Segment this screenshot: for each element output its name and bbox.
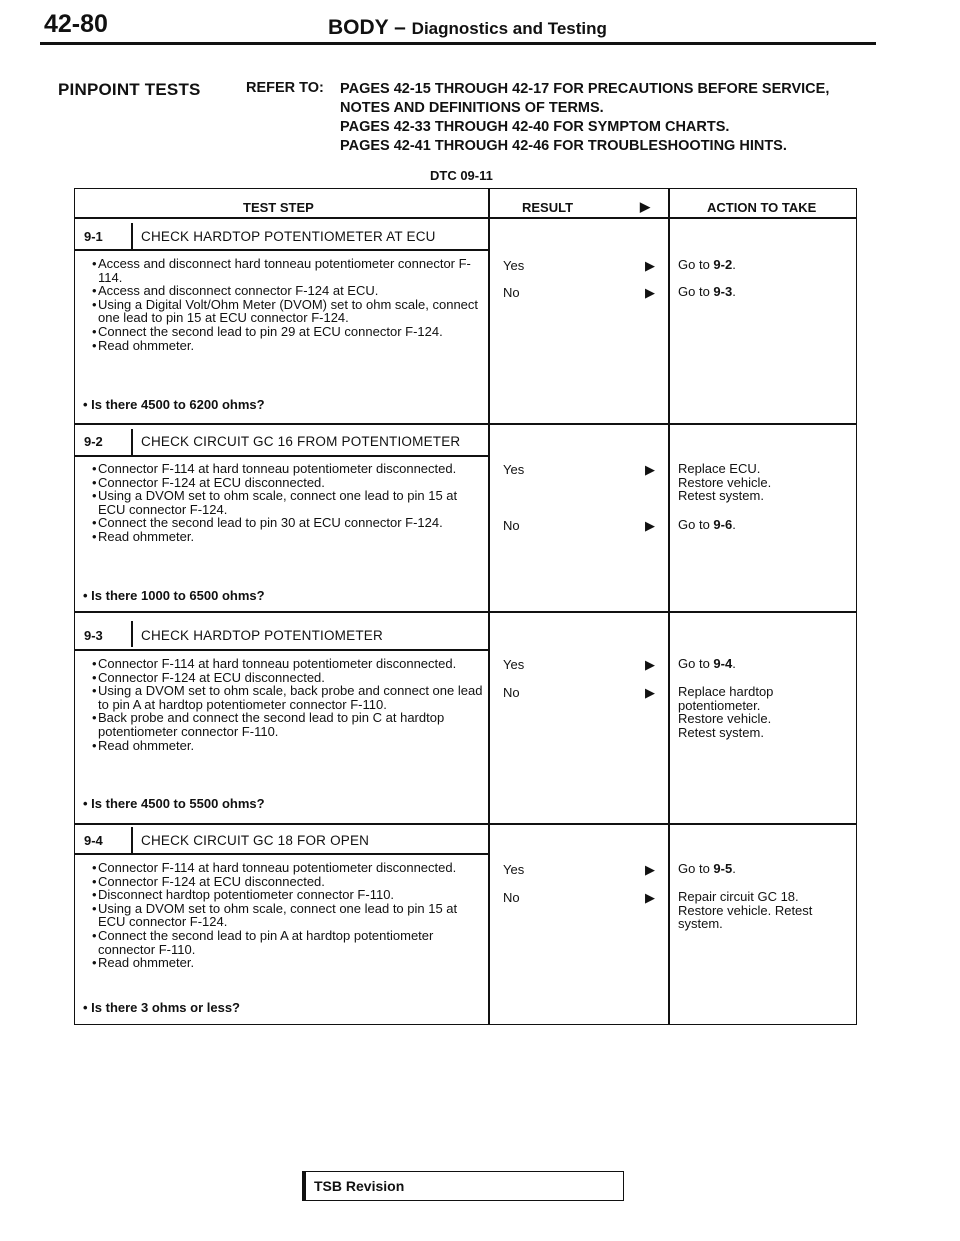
arrow-right-icon: ▶: [645, 657, 655, 672]
arrow-right-icon: ▶: [645, 862, 655, 877]
column-divider: [668, 189, 670, 1024]
header-rule: [40, 42, 876, 45]
instruction-item: • Connect the second lead to pin 30 at ECU connector F-124.: [83, 516, 483, 530]
action-yes: [678, 462, 798, 503]
instruction-item: • Using a DVOM set to ohm scale, connect one lead to pin 15 at ECU connector F-124.: [83, 902, 483, 929]
refer-to-list: [340, 80, 829, 156]
step-number-divider: [131, 223, 133, 249]
section-name: BODY: [328, 16, 389, 39]
row-divider: [75, 611, 856, 613]
subsection-name: Diagnostics and Testing: [411, 19, 607, 38]
result-no: No: [503, 518, 520, 533]
step-title: CHECK HARDTOP POTENTIOMETER AT ECU: [141, 229, 436, 244]
arrow-right-icon: ▶: [645, 462, 655, 477]
row-divider: [75, 823, 856, 825]
instruction-item: • Using a DVOM set to ohm scale, back probe and connect one lead to pin A at hardtop potentiometer connector F-110.: [83, 684, 483, 711]
step-number: 9-3: [84, 628, 103, 643]
action-text: Go to: [678, 861, 714, 876]
step-title-rule: [75, 649, 488, 651]
tsb-revision-box: [302, 1171, 624, 1201]
instruction-item: • Connector F-124 at ECU disconnected.: [83, 671, 483, 685]
dtc-code: DTC 09-11: [430, 168, 493, 183]
refer-line: PAGES 42-33 THROUGH 42-40 FOR SYMPTOM CHARTS.: [340, 119, 730, 135]
action-no: [678, 518, 848, 532]
result-yes: Yes: [503, 258, 525, 273]
instruction-item: • Connect the second lead to pin 29 at ECU connector F-124.: [83, 325, 483, 339]
result-yes: Yes: [503, 657, 525, 672]
page-number: 42-80: [44, 10, 108, 38]
header-rule: [75, 217, 856, 219]
result-no: No: [503, 685, 520, 700]
result-no: No: [503, 285, 520, 300]
step-instructions: [83, 657, 483, 752]
step-number-divider: [131, 827, 133, 853]
arrow-right-icon: ▶: [645, 518, 655, 533]
step-reference: 9-2: [713, 257, 733, 272]
step-title: CHECK HARDTOP POTENTIOMETER: [141, 628, 383, 643]
step-number-divider: [131, 621, 133, 647]
action-end: .: [732, 861, 736, 876]
action-text: Go to: [678, 284, 714, 299]
arrow-right-icon: ▶: [645, 685, 655, 700]
action-end: .: [732, 257, 736, 272]
action-text: Go to: [678, 257, 714, 272]
step-number: 9-1: [84, 229, 103, 244]
instruction-item: • Connector F-124 at ECU disconnected.: [83, 476, 483, 490]
step-title-rule: [75, 249, 488, 251]
action-no: [678, 685, 798, 739]
title-dash: –: [394, 16, 406, 39]
refer-line: NOTES AND DEFINITIONS OF TERMS.: [340, 100, 604, 116]
action-text: Go to: [678, 656, 714, 671]
instruction-item: • Connector F-114 at hard tonneau potentiometer disconnected.: [83, 462, 483, 476]
action-end: .: [732, 656, 736, 671]
action-no: [678, 890, 828, 931]
instruction-item: • Read ohmmeter.: [83, 739, 483, 753]
step-reference: 9-6: [713, 517, 733, 532]
header-result-arrow-icon: ▶: [640, 199, 650, 214]
row-divider: [75, 423, 856, 425]
header-result: RESULT: [522, 200, 574, 215]
instruction-item: • Read ohmmeter.: [83, 956, 483, 970]
header-test-step: TEST STEP: [243, 200, 314, 215]
instruction-item: • Using a DVOM set to ohm scale, connect one lead to pin 15 at ECU connector F-124.: [83, 489, 483, 516]
step-number-divider: [131, 429, 133, 455]
result-yes: Yes: [503, 462, 525, 477]
step-title-rule: [75, 853, 488, 855]
action-yes: [678, 657, 848, 671]
action-text: Go to: [678, 517, 714, 532]
step-number: 9-4: [84, 833, 103, 848]
step-question: • Is there 4500 to 6200 ohms?: [83, 397, 265, 412]
action-text: Replace hardtop potentiometer. Restore vehicle. Retest system.: [678, 684, 774, 740]
instruction-item: • Access and disconnect hard tonneau potentiometer connector F-114.: [83, 257, 483, 284]
step-instructions: [83, 257, 483, 352]
instruction-item: • Connect the second lead to pin A at hardtop potentiometer connector F-110.: [83, 929, 483, 956]
action-yes: [678, 258, 848, 272]
step-question: • Is there 1000 to 6500 ohms?: [83, 588, 265, 603]
instruction-item: • Using a Digital Volt/Ohm Meter (DVOM) set to ohm scale, connect one lead to pin 15 at ECU connector F-124.: [83, 298, 483, 325]
arrow-right-icon: ▶: [645, 285, 655, 300]
pinpoint-test-table: [74, 188, 857, 1025]
result-no: No: [503, 890, 520, 905]
step-title: CHECK CIRCUIT GC 16 FROM POTENTIOMETER: [141, 434, 461, 449]
action-end: .: [732, 517, 736, 532]
step-number: 9-2: [84, 434, 103, 449]
step-instructions: [83, 462, 483, 544]
action-text: Replace ECU. Restore vehicle. Retest system.: [678, 461, 772, 504]
column-divider: [488, 189, 490, 1024]
step-title: CHECK CIRCUIT GC 18 FOR OPEN: [141, 833, 370, 848]
step-instructions: [83, 861, 483, 970]
pinpoint-tests-heading: PINPOINT TESTS: [58, 80, 201, 99]
step-question: • Is there 3 ohms or less?: [83, 1000, 240, 1015]
arrow-right-icon: ▶: [645, 890, 655, 905]
action-yes: [678, 862, 848, 876]
refer-line: PAGES 42-15 THROUGH 42-17 FOR PRECAUTIONS BEFORE SERVICE,: [340, 81, 830, 97]
instruction-item: • Connector F-114 at hard tonneau potentiometer disconnected.: [83, 657, 483, 671]
step-title-rule: [75, 455, 488, 457]
action-no: [678, 285, 848, 299]
instruction-item: • Back probe and connect the second lead to pin C at hardtop potentiometer connector F-110.: [83, 711, 483, 738]
instruction-item: • Access and disconnect connector F-124 at ECU.: [83, 284, 483, 298]
step-question: • Is there 4500 to 5500 ohms?: [83, 796, 265, 811]
instruction-item: • Connector F-114 at hard tonneau potentiometer disconnected.: [83, 861, 483, 875]
step-reference: 9-3: [713, 284, 733, 299]
instruction-item: • Read ohmmeter.: [83, 530, 483, 544]
tsb-revision-label: TSB Revision: [314, 1178, 405, 1194]
instruction-item: • Connector F-124 at ECU disconnected.: [83, 875, 483, 889]
header-action: ACTION TO TAKE: [707, 200, 817, 215]
arrow-right-icon: ▶: [645, 258, 655, 273]
step-reference: 9-5: [713, 861, 733, 876]
refer-line: PAGES 42-41 THROUGH 42-46 FOR TROUBLESHOOTING HINTS.: [340, 138, 787, 154]
instruction-item: • Read ohmmeter.: [83, 339, 483, 353]
refer-to-label: REFER TO:: [246, 80, 324, 96]
step-reference: 9-4: [713, 656, 733, 671]
action-end: .: [732, 284, 736, 299]
action-text: Repair circuit GC 18. Restore vehicle. Retest system.: [678, 889, 813, 932]
result-yes: Yes: [503, 862, 525, 877]
instruction-item: • Disconnect hardtop potentiometer connector F-110.: [83, 888, 483, 902]
page-title: [328, 16, 607, 40]
